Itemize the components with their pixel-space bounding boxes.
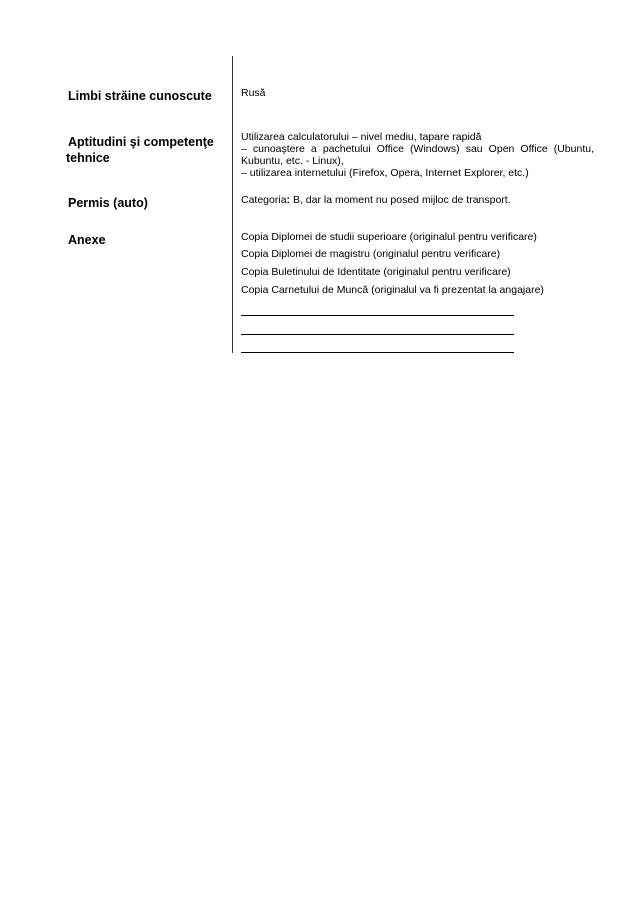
license-category-label: Categoria bbox=[241, 194, 287, 206]
annex-item-1: Copia Diplomei de studii superioare (originalul pentru verificare) bbox=[241, 231, 537, 243]
license-value bbox=[241, 194, 594, 206]
skills-line-1: Utilizarea calculatorului – nivel mediu, tapare rapidă bbox=[241, 131, 482, 143]
skills-line-3: Kubuntu, etc. - Linux), bbox=[241, 155, 344, 167]
blank-line-1 bbox=[241, 315, 514, 316]
blank-line-2 bbox=[241, 334, 514, 335]
blank-line-3 bbox=[241, 352, 514, 353]
annex-item-4: Copia Carnetului de Muncă (originalul va fi prezentat la angajare) bbox=[241, 284, 544, 296]
license-value-text bbox=[241, 194, 594, 206]
annexes-label: Anexe bbox=[68, 233, 106, 247]
skills-label-line2: tehnice bbox=[66, 151, 110, 165]
license-category-detail: B, dar la moment nu posed mijloc de transport. bbox=[290, 194, 511, 206]
column-divider bbox=[232, 56, 233, 353]
languages-value-text: Rusă bbox=[241, 87, 266, 99]
annex-item-2: Copia Diplomei de magistru (originalul pentru verificare) bbox=[241, 248, 501, 260]
skills-line-4: – utilizarea internetului (Firefox, Opera, Internet Explorer, etc.) bbox=[241, 167, 529, 179]
languages-value bbox=[241, 87, 594, 99]
languages-label: Limbi străine cunoscute bbox=[68, 89, 212, 103]
license-label: Permis (auto) bbox=[68, 196, 148, 210]
skills-value bbox=[241, 131, 594, 179]
skills-line-2: – cunoaştere a pachetului Office (Windows) sau Open Office (Ubuntu, bbox=[241, 143, 594, 155]
license-category-colon: : bbox=[286, 194, 291, 206]
skills-label-line1: Aptitudini şi competenţe bbox=[68, 135, 214, 149]
annex-item-3: Copia Buletinului de Identitate (originalul pentru verificare) bbox=[241, 266, 511, 278]
